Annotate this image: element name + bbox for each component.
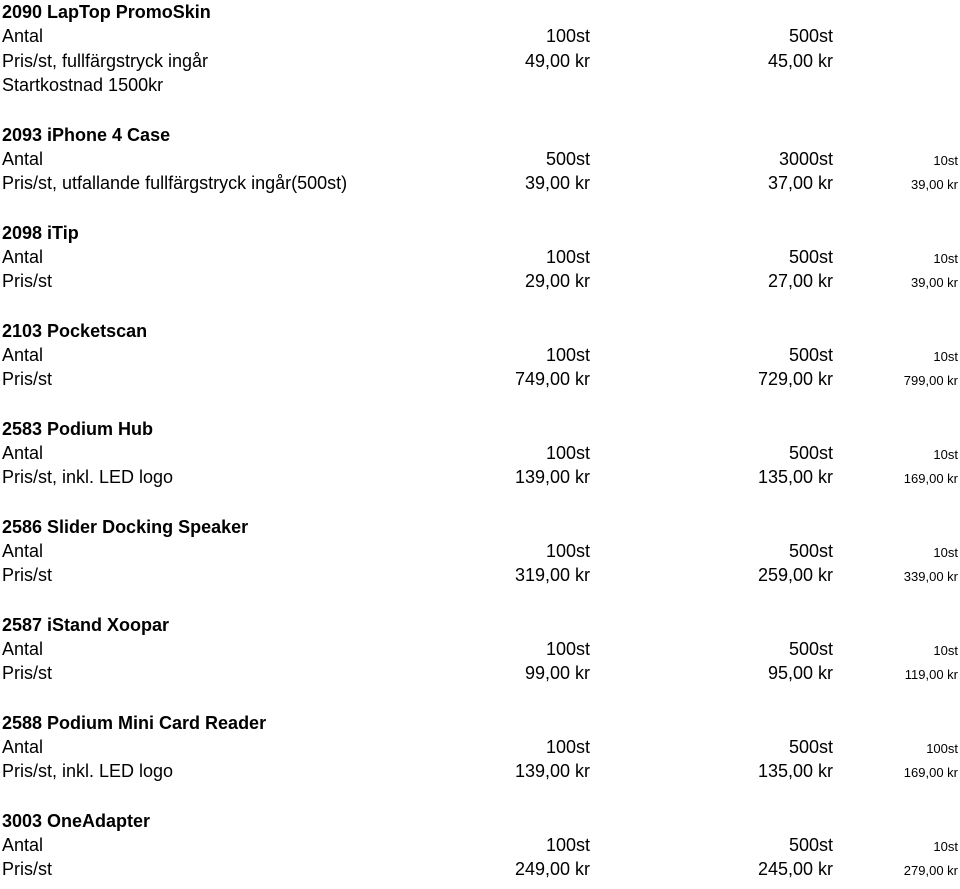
- product-title: 2586 Slider Docking Speaker: [2, 516, 249, 537]
- row-label: Antal: [2, 148, 44, 169]
- row-label: Pris/st: [2, 369, 53, 389]
- column-2-value: 37,00 kr: [767, 173, 833, 193]
- section-spacer: [0, 98, 960, 123]
- row-label: Antal: [2, 246, 44, 267]
- column-1-value: 100st: [545, 344, 590, 365]
- price-row: [0, 857, 960, 882]
- product-title: 2588 Podium Mini Card Reader: [2, 712, 267, 733]
- price-row: [0, 171, 960, 196]
- column-1-value: 139,00 kr: [514, 467, 590, 487]
- row-label: Antal: [2, 442, 44, 463]
- column-1-value: 749,00 kr: [514, 369, 590, 389]
- column-1-value: 249,00 kr: [514, 859, 590, 879]
- column-3-value: 10st: [933, 152, 958, 168]
- column-3-value: 10st: [933, 250, 958, 266]
- column-1-value: 100st: [545, 26, 590, 46]
- column-3-value: 119,00 kr: [904, 667, 958, 682]
- section-spacer: [0, 294, 960, 319]
- column-3-value: 799,00 kr: [903, 373, 958, 388]
- column-2-value: 500st: [788, 834, 833, 855]
- section-spacer: [0, 686, 960, 711]
- column-3-value: 10st: [933, 642, 958, 658]
- column-3-value: 100st: [926, 740, 958, 756]
- column-3-value: 39,00 kr: [911, 177, 958, 192]
- column-1-value: 100st: [545, 442, 590, 463]
- column-1-value: 500st: [545, 148, 590, 169]
- price-row: [0, 367, 960, 392]
- quantity-row: [0, 833, 960, 858]
- column-1-value: 100st: [545, 246, 590, 267]
- column-1-value: 100st: [545, 540, 590, 561]
- row-label: Antal: [2, 540, 44, 561]
- column-2-value: 45,00 kr: [767, 50, 833, 71]
- row-label: Pris/st: [2, 663, 53, 683]
- column-3-value: 10st: [933, 838, 958, 854]
- column-3-value: 339,00 kr: [903, 569, 958, 584]
- quantity-row: [0, 441, 960, 466]
- column-1-value: 100st: [545, 736, 590, 757]
- price-row: [0, 465, 960, 490]
- column-3-value: 169,00 kr: [903, 765, 958, 780]
- row-label: Antal: [2, 736, 44, 757]
- row-label: Antal: [2, 834, 44, 855]
- column-1-value: 100st: [545, 638, 590, 659]
- column-2-value: 500st: [788, 638, 833, 659]
- column-2-value: 3000st: [778, 148, 833, 169]
- row-label: Startkostnad 1500kr: [2, 75, 164, 95]
- column-2-value: 135,00 kr: [757, 467, 833, 487]
- product-title: 2098 iTip: [2, 222, 79, 243]
- column-2-value: 259,00 kr: [757, 565, 833, 585]
- column-3-value: 169,00 kr: [903, 471, 958, 486]
- price-row: [0, 269, 960, 294]
- column-2-value: 135,00 kr: [757, 761, 833, 781]
- column-2-value: 27,00 kr: [767, 271, 833, 291]
- product-title: 2103 Pocketscan: [2, 320, 148, 341]
- column-1-value: 99,00 kr: [524, 663, 590, 683]
- product-section: [0, 515, 960, 588]
- column-3-value: 10st: [933, 446, 958, 462]
- product-title: 2583 Podium Hub: [2, 418, 154, 439]
- column-2-value: 95,00 kr: [767, 663, 833, 683]
- column-1-value: 49,00 kr: [524, 50, 590, 71]
- column-1-value: 139,00 kr: [514, 761, 590, 781]
- product-section: [0, 0, 960, 98]
- column-2-value: 500st: [788, 442, 833, 463]
- product-title: 3003 OneAdapter: [2, 810, 151, 831]
- section-spacer: [0, 588, 960, 613]
- quantity-row: [0, 245, 960, 270]
- column-2-value: 500st: [788, 736, 833, 757]
- column-2-value: 500st: [788, 246, 833, 267]
- column-1-value: 39,00 kr: [524, 173, 590, 193]
- column-2-value: 729,00 kr: [757, 369, 833, 389]
- section-spacer: [0, 392, 960, 417]
- column-1-value: 29,00 kr: [524, 271, 590, 291]
- column-2-value: 500st: [788, 540, 833, 561]
- row-label: Antal: [2, 26, 44, 46]
- price-row: [0, 49, 960, 74]
- row-label: Antal: [2, 638, 44, 659]
- section-spacer: [0, 196, 960, 221]
- product-title: 2093 iPhone 4 Case: [2, 124, 171, 145]
- column-1-value: 100st: [545, 834, 590, 855]
- column-3-value: 39,00 kr: [911, 275, 958, 290]
- row-label: Pris/st, inkl. LED logo: [2, 761, 174, 781]
- column-3-value: 10st: [933, 348, 958, 364]
- row-label: Pris/st: [2, 565, 53, 585]
- product-section: [0, 711, 960, 784]
- column-2-value: 500st: [788, 26, 833, 46]
- row-label: Pris/st: [2, 271, 53, 291]
- product-section: [0, 417, 960, 490]
- product-title: 2587 iStand Xoopar: [2, 614, 170, 635]
- quantity-row: [0, 735, 960, 760]
- note-row: [0, 73, 960, 98]
- row-label: Pris/st, utfallande fullfärgstryck ingår(500st): [2, 173, 348, 193]
- product-section: [0, 319, 960, 392]
- quantity-row: [0, 24, 960, 49]
- column-3-value: 10st: [933, 544, 958, 560]
- section-spacer: [0, 784, 960, 809]
- column-2-value: 500st: [788, 344, 833, 365]
- row-label: Pris/st: [2, 859, 53, 879]
- section-spacer: [0, 490, 960, 515]
- quantity-row: [0, 539, 960, 564]
- product-section: [0, 123, 960, 196]
- product-section: [0, 809, 960, 882]
- row-label: Antal: [2, 344, 44, 365]
- column-1-value: 319,00 kr: [514, 565, 590, 585]
- product-section: [0, 613, 960, 686]
- quantity-row: [0, 147, 960, 172]
- product-title: 2090 LapTop PromoSkin: [2, 2, 211, 22]
- quantity-row: [0, 637, 960, 662]
- product-section: [0, 221, 960, 294]
- price-row: [0, 661, 960, 686]
- price-row: [0, 759, 960, 784]
- price-row: [0, 563, 960, 588]
- column-3-value: 279,00 kr: [903, 863, 958, 878]
- column-2-value: 245,00 kr: [757, 859, 833, 879]
- row-label: Pris/st, fullfärgstryck ingår: [2, 50, 209, 71]
- quantity-row: [0, 343, 960, 368]
- row-label: Pris/st, inkl. LED logo: [2, 467, 174, 487]
